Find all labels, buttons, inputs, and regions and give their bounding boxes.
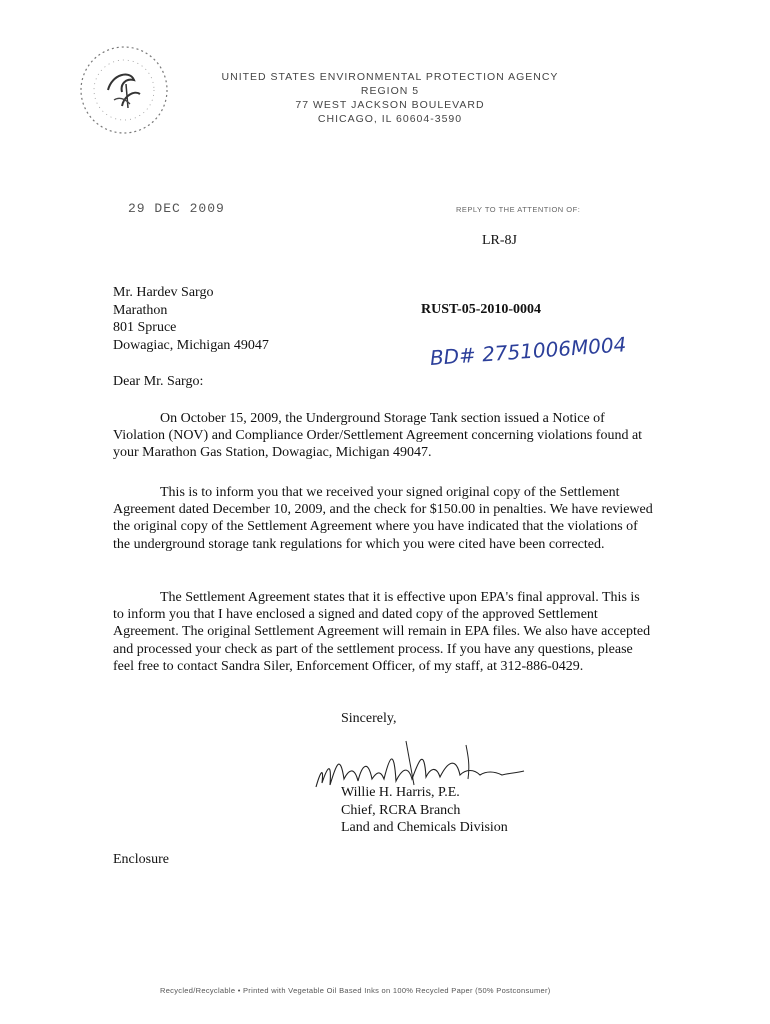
letterhead-agency: UNITED STATES ENVIRONMENTAL PROTECTION AGENCY — [221, 71, 559, 83]
handwritten-note: BD# 2751006M004 — [429, 332, 628, 370]
recipient-city: Dowagiac, Michigan 49047 — [113, 337, 269, 353]
enclosure-note: Enclosure — [113, 852, 169, 867]
recipient-address — [113, 284, 269, 354]
signer-name: Willie H. Harris, P.E. — [341, 785, 460, 800]
closing: Sincerely, — [341, 711, 397, 726]
body-paragraph-2: This is to inform you that we received your signed original copy of the Settlement Agreement dated December 10, 2009, and the check for $150.00 in penalties. We have reviewed the original copy of the Settlement Agreement where you have indicated that the violations of the underground storage tank regulations for which you were cited have been corrected. — [113, 485, 653, 552]
signer-title: Chief, RCRA Branch — [341, 802, 461, 818]
signer-division: Land and Chemicals Division — [341, 820, 508, 835]
letterhead-region: REGION 5 — [360, 85, 420, 97]
signer-block — [341, 784, 508, 837]
epa-seal-icon — [78, 44, 170, 136]
salutation: Dear Mr. Sargo: — [113, 374, 204, 389]
reply-attention-label: REPLY TO THE ATTENTION OF: — [456, 205, 581, 214]
recycled-footer: Recycled/Recyclable • Printed with Vegetable Oil Based Inks on 100% Recycled Paper (50% Postconsumer) — [160, 986, 551, 995]
case-number: RUST-05-2010-0004 — [421, 302, 542, 317]
letterhead-street: 77 WEST JACKSON BOULEVARD — [295, 99, 485, 111]
body-paragraph-1: On October 15, 2009, the Underground Storage Tank section issued a Notice of Violation (NOV) and Compliance Order/Settlement Agreement concerning violations found at your Marathon Gas Station, Dowagiac, Michigan 49047. — [113, 411, 643, 461]
body-paragraph-3: The Settlement Agreement states that it is effective upon EPA's final approval. This is to inform you that I have enclosed a signed and dated copy of the approved Settlement Agreement. The original Settlement Agreement will remain in EPA files. We also have accepted and processed your check as part of the settlement process. If you have any questions, please feel free to contact Sandra Siler, Enforcement Officer, of my staff, at 312-886-0429. — [113, 590, 651, 674]
recipient-street: 801 Spruce — [113, 320, 177, 335]
recipient-company: Marathon — [113, 302, 168, 318]
mail-code: LR-8J — [482, 233, 517, 248]
letterhead-city: CHICAGO, IL 60604-3590 — [317, 113, 463, 125]
recipient-name: Mr. Hardev Sargo — [113, 285, 214, 300]
date-stamp: 29 DEC 2009 — [128, 201, 225, 216]
letterhead — [180, 70, 600, 126]
